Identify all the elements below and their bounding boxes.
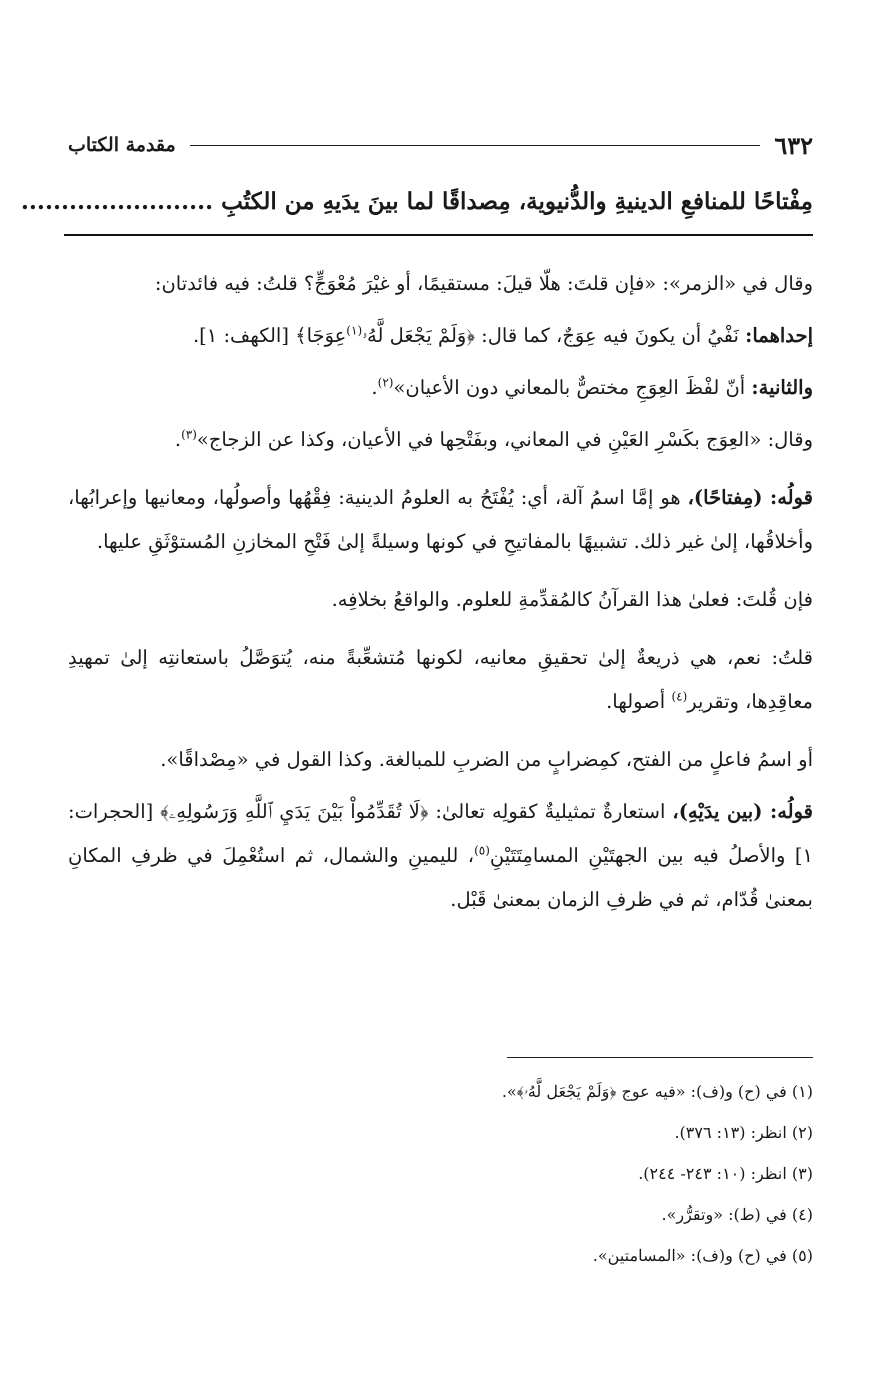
footnote: (٤) في (ط): «وتقرُّر».: [661, 1205, 813, 1224]
paragraph-lead: قولُه: (مِفتاحًا)،: [687, 486, 813, 509]
paragraph: وقال: «العِوَج بكَسْرِ العَيْنِ في المعاني، وبفَتْحِها في الأعيان، وكذا عن الزجاج»$^{(٣)}$.: [174, 427, 813, 451]
footnote: (٣) انظر: (١٠: ٢٤٣- ٢٤٤).: [638, 1164, 813, 1183]
footnote: (٢) انظر: (١٣: ٣٧٦).: [674, 1123, 813, 1142]
paragraph-lead: إحداهما:: [745, 324, 813, 347]
matn-text: مِفْتاحًا للمنافعِ الدينيةِ والدُّنيوية، مِصداقًا لما بينَ يدَيهِ من الكتُبِ ........................: [20, 188, 813, 215]
paragraph: فإن قُلتَ: فعلىٰ هذا القرآنُ كالمُقدِّمةِ للعلوم. والواقعُ بخلافِه.: [331, 588, 813, 611]
page-number: ٦٣٢: [774, 130, 813, 160]
header-rule: [190, 145, 761, 146]
footnotes: [300, 1080, 813, 1285]
paragraph: أو اسمُ فاعلٍ من الفتح، كمِضرابٍ من الضربِ للمبالغة. وكذا القول في «مِصْداقًا».: [160, 748, 813, 771]
paragraph: إحداهما: نَفْيُ أن يكونَ فيه عِوَجٌ، كما قال: ﴿وَلَمْ يَجْعَل لَّهُۥ$^{(١)}$عِوَجَا﴾ [الكهف: ١].: [192, 323, 813, 347]
paragraph: قولُه: (مِفتاحًا)، هو إمَّا اسمُ آلة، أي: يُفْتَحُ به العلومُ الدينية: فِقْهُها وأصولُها، ومعانيها وإعرابُها، وأخلاقُها، إلىٰ غير ذلك. تشبيهًا بالمفاتيحِ في كونها وسيلةً إلىٰ فَتْحِ المخازنِ المُستوْثَقِ عليها.: [68, 486, 813, 553]
paragraph-lead: قولُه: (بين يدَيْهِ)،: [672, 800, 813, 823]
footnote-ref[interactable]: (٣): [181, 427, 197, 442]
commentary-body: [68, 262, 813, 936]
paragraph-lead: والثانية:: [751, 376, 813, 399]
header-title: مقدمة الكتاب: [68, 134, 176, 156]
footnote-ref[interactable]: (٥): [474, 843, 490, 858]
paragraph: قولُه: (بين يدَيْهِ)، استعارةٌ تمثيليةٌ كقولِه تعالىٰ: ﴿لَا تُقَدِّمُواْ بَيْنَ يَدَيِ ٱللَّهِ وَرَسُولِهِۦ﴾ [الحجرات: ١] والأصلُ فيه بين الجهتَيْنِ المسامِتَتَيْنِ$^{(٥)}$، لليمينِ والشمال، ثم استُعْمِلَ في ظرفِ المكانِ بمعنىٰ قُدّام، ثم في ظرفِ الزمان بمعنىٰ قَبْل.: [68, 800, 813, 911]
footnote: (١) في (ح) و(ف): «فيه عوج ﴿وَلَمْ يَجْعَل لَّهُۥ﴾».: [501, 1082, 813, 1101]
footnote: (٥) في (ح) و(ف): «المسامتين».: [592, 1246, 813, 1265]
running-header: [68, 128, 813, 162]
footnote-divider: [507, 1057, 813, 1058]
paragraph: قلتُ: نعم، هي ذريعةٌ إلىٰ تحقيقِ معانيه، لكونها مُتشعِّبةً منه، يُتوَصَّلُ باستعانتِه إلىٰ تمهيدِ معاقِدِها، وتقرير$^{(٤)}$ أصولها.: [68, 646, 813, 713]
paragraph: وقال في «الزمر»: «فإن قلتَ: هلّا قيلَ: مستقيمًا، أو غيْرَ مُعْوَجٍّ؟ قلتُ: فيه فائدتان:: [154, 272, 813, 295]
paragraph: والثانية: أنّ لفْظَ العِوَجِ مختصٌّ بالمعاني دون الأعيان»$^{(٢)}$.: [371, 375, 813, 399]
footnote-ref[interactable]: (١): [346, 323, 363, 338]
matn-divider: [64, 234, 813, 236]
footnote-ref[interactable]: (٢): [377, 375, 394, 390]
footnote-ref[interactable]: (٤): [671, 689, 688, 704]
